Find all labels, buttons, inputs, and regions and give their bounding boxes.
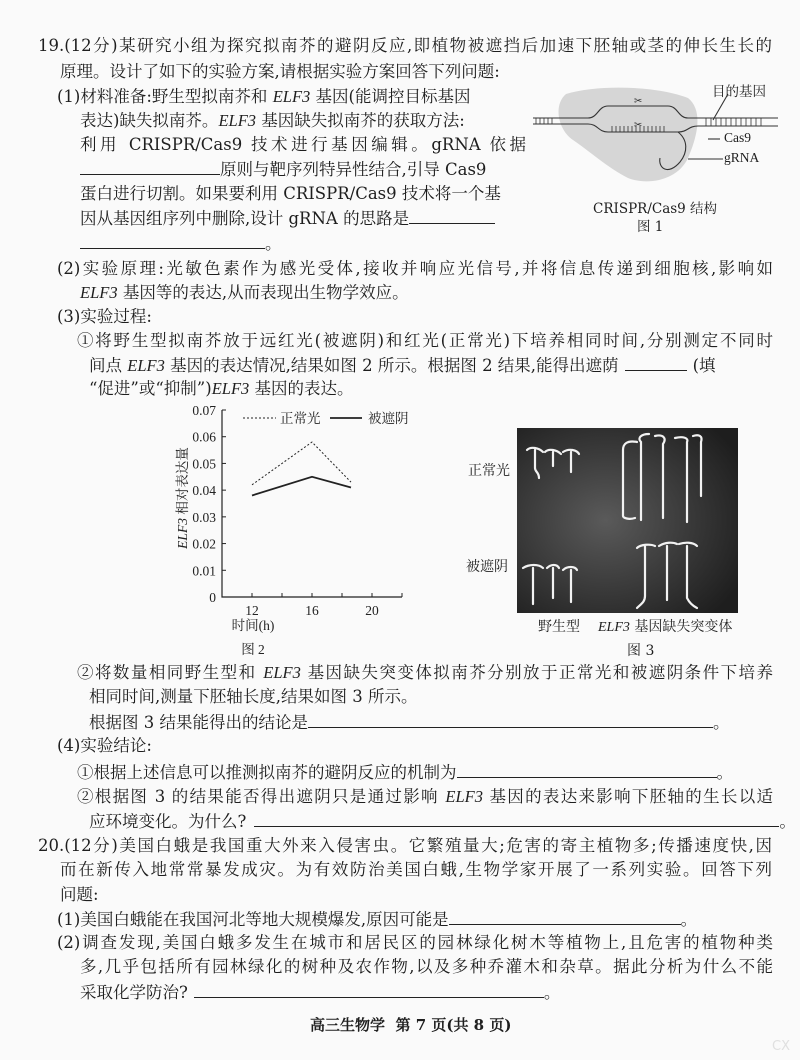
text: 基因缺失拟南芥的获取方法:	[256, 111, 465, 130]
q20-p2-line-2: 多,几乎包括所有园林绿化的树种及农作物,以及多种乔灌木和杂草。据此分析为什么不能	[80, 957, 773, 976]
q19-stem-line-1	[38, 35, 772, 57]
fig1-number: 图 1	[637, 219, 664, 235]
text: “促进”或“抑制”)	[89, 379, 212, 398]
period: 。	[265, 234, 282, 253]
text: ②根据图 3 的结果能否得出遮阴只是通过影响	[77, 787, 446, 806]
text: 因从基因组序列中删除,设计 gRNA 的思路是	[80, 209, 410, 228]
q19-p1-line-3: 利用 CRISPR/Cas9 技术进行基因编辑。gRNA 依据	[80, 135, 526, 154]
x-tick-label: 20	[365, 603, 379, 618]
q19-score: (12分)	[64, 36, 118, 55]
text: 基因缺失突变体拟南芥分别放于正常光和被遮阴条件下培养	[300, 663, 773, 682]
y-tick-label: 0.05	[192, 456, 216, 472]
series-line-shaded	[252, 477, 351, 496]
answer-blank-outbreak-reason[interactable]	[449, 908, 681, 925]
period: 。	[713, 713, 730, 732]
y-tick-label: 0.04	[192, 483, 216, 499]
q19-p4-s1	[77, 761, 733, 783]
text: 采取化学防治?	[80, 983, 188, 1002]
q19-number: 19.	[38, 36, 65, 55]
q19-p1-line-6	[80, 207, 495, 229]
gene-name: ELF3	[175, 518, 190, 549]
q19-p4-s2-line-1	[77, 786, 773, 808]
period: 。	[779, 812, 796, 831]
y-axis-label	[174, 447, 190, 550]
y-tick-label: 0	[209, 590, 216, 605]
gene-name: ELF3	[218, 111, 257, 130]
text: ②将数量相同野生型和	[77, 663, 264, 682]
q19-stem-text: 某研究小组为探究拟南芥的避阴反应,即植物被遮挡后加速下胚轴或茎的伸长生长的	[117, 36, 772, 55]
text: 基因缺失突变体	[629, 619, 733, 635]
text: (填	[692, 356, 716, 375]
chart-axes	[222, 410, 402, 597]
figure-2-line-chart	[150, 398, 430, 660]
q20-p2-label: (2)	[57, 933, 81, 952]
q19-p2-label: (2)	[57, 259, 81, 278]
q20-stem-line-3: 问题:	[60, 885, 99, 904]
fig3-col-label-mutant	[598, 616, 732, 636]
page-footer	[310, 1014, 511, 1036]
y-tick-label: 0.01	[192, 563, 216, 579]
gene-name: ELF3	[272, 87, 311, 106]
q19-p3-label: (3)	[57, 307, 81, 326]
text: 基因的表达。	[249, 379, 354, 398]
q19-p3-s1-line-1: ①将野生型拟南芥放于远红光(被遮阴)和红光(正常光)下培养相同时间,分别测定不同时	[77, 331, 773, 350]
text: 材料准备:野生型拟南芥和	[80, 87, 273, 106]
footer-page-number: 第 7 页(共 8 页)	[395, 1016, 512, 1034]
text: 实验原理:光敏色素作为感光受体,接收并响应光信号,并将信息传递到细胞核,影响如	[80, 259, 773, 278]
q19-p1-line-7	[80, 232, 282, 254]
q19-p3-s2-line-3	[89, 711, 730, 733]
x-axis-label: 时间(h)	[231, 618, 275, 633]
period: 。	[680, 910, 698, 929]
q20-p1	[57, 908, 697, 930]
period: 。	[543, 983, 561, 1002]
figure-2-number: 图 2	[241, 642, 265, 657]
cas9-protein-shape	[559, 88, 698, 182]
text: 美国白蛾是我国重大外来入侵害虫。它繁殖量大;危害的寄主植物多;传播速度快,因	[117, 836, 772, 855]
text: 间点	[89, 356, 128, 375]
q19-p3-title	[57, 306, 152, 328]
period: 。	[716, 763, 733, 782]
scissors-icon: ✂	[634, 96, 643, 107]
gene-name: ELF3	[263, 663, 301, 682]
q19-p3-s1-line-3	[89, 378, 354, 400]
q20-score: (12分)	[64, 836, 118, 855]
answer-blank-chemical-control[interactable]	[194, 981, 544, 998]
text: 实验结论:	[80, 736, 152, 755]
y-tick-label: 0.02	[192, 536, 216, 552]
text: 美国白蛾能在我国河北等地大规模爆发,原因可能是	[80, 910, 449, 929]
scissors-icon: ✂	[634, 120, 643, 131]
watermark: CX	[772, 1039, 790, 1054]
answer-blank-why[interactable]	[254, 810, 779, 827]
answer-blank-fig3-conclusion[interactable]	[308, 711, 713, 728]
q19-p1-label: (1)	[57, 87, 81, 106]
gene-name: ELF3	[127, 356, 165, 375]
q19-stem-line-2: 原理。设计了如下的实验方案,请根据实验方案回答下列问题:	[60, 62, 500, 81]
fig1-label-target-gene: 目的基因	[712, 84, 766, 100]
x-tick-label: 16	[305, 603, 319, 618]
gene-name: ELF3	[445, 787, 483, 806]
y-tick-label: 0.06	[192, 429, 216, 445]
q19-p1-line-2	[80, 110, 465, 132]
text: 基因的表达来影响下胚轴的生长以适	[482, 787, 773, 806]
y-tick-label: 0.03	[192, 509, 216, 525]
text: 基因(能调控目标基因	[310, 87, 471, 106]
y-axis-label-text: 相对表达量	[175, 447, 190, 519]
text: 原则与靶序列特异性结合,引导 Cas9	[220, 160, 487, 179]
x-tick-label: 12	[245, 603, 259, 618]
q20-p2-line-1	[57, 932, 773, 954]
q19-p2-line-2	[80, 282, 409, 304]
q19-p4-title	[57, 735, 152, 757]
answer-blank-mechanism[interactable]	[457, 761, 717, 778]
text: 应环境变化。为什么?	[89, 812, 247, 831]
q20-stem-line-1	[38, 835, 772, 857]
legend-label-shade: 被遮阴	[368, 411, 409, 426]
q19-p3-s1-line-2	[89, 354, 716, 376]
fig3-row-label-shade: 被遮阴	[466, 559, 508, 575]
q19-p3-s2-line-2: 相同时间,测量下胚轴长度,结果如图 3 所示。	[89, 687, 418, 706]
legend-label-normal: 正常光	[280, 411, 321, 426]
fig3-row-label-normal: 正常光	[468, 463, 510, 479]
q19-p4-label: (4)	[57, 736, 81, 755]
y-tick-label: 0.07	[192, 403, 216, 418]
q19-p4-s2-line-2	[89, 810, 796, 832]
q19-p2-line-1	[57, 258, 773, 280]
fig3-number: 图 3	[627, 643, 655, 659]
q20-p2-line-3	[80, 981, 560, 1003]
gene-name: ELF3	[598, 620, 630, 635]
gene-name: ELF3	[211, 379, 250, 398]
text: 基因的表达情况,结果如图 2 所示。根据图 2 结果,能得出遮荫	[164, 356, 619, 375]
q19-p1-line-1	[57, 86, 470, 108]
q20-number: 20.	[38, 836, 65, 855]
text: 根据图 3 结果能得出的结论是	[89, 713, 308, 732]
q20-stem-line-2: 而在新传入地常常暴发成灾。为有效防治美国白蛾,生物学家开展了一系列实验。回答下列	[60, 860, 772, 879]
series-line-normal-light	[252, 442, 351, 485]
text: 基因等的表达,从而表现出生物学效应。	[117, 283, 409, 302]
text: 实验过程:	[80, 307, 152, 326]
answer-blank-complementary-pairing[interactable]	[80, 158, 220, 175]
answer-blank-grna-design[interactable]	[409, 207, 495, 224]
q19-p3-s2-line-1	[77, 662, 773, 684]
q19-p1-line-5: 蛋白进行切割。如果要利用 CRISPR/Cas9 技术将一个基	[80, 184, 501, 203]
gene-name: ELF3	[80, 283, 118, 302]
text: 表达)缺失拟南芥。	[80, 111, 219, 130]
fig3-col-label-wildtype: 野生型	[538, 619, 580, 635]
q20-p1-label: (1)	[57, 910, 81, 929]
answer-blank-grna-design-cont[interactable]	[80, 232, 265, 249]
footer-subject: 高三生物学	[310, 1016, 386, 1034]
fig1-label-grna: gRNA	[724, 150, 760, 165]
fig1-caption: CRISPR/Cas9 结构	[593, 201, 718, 217]
text: 调查发现,美国白蛾多发生在城市和居民区的园林绿化树木等植物上,且危害的植物种类	[80, 933, 773, 952]
text: ①根据上述信息可以推测拟南芥的避阴反应的机制为	[77, 763, 457, 782]
q19-p1-line-4	[80, 158, 486, 180]
fig1-label-cas9: Cas9	[724, 130, 751, 145]
answer-blank-promote-inhibit[interactable]	[625, 354, 687, 371]
figure-3-seedling-photo	[517, 428, 738, 613]
